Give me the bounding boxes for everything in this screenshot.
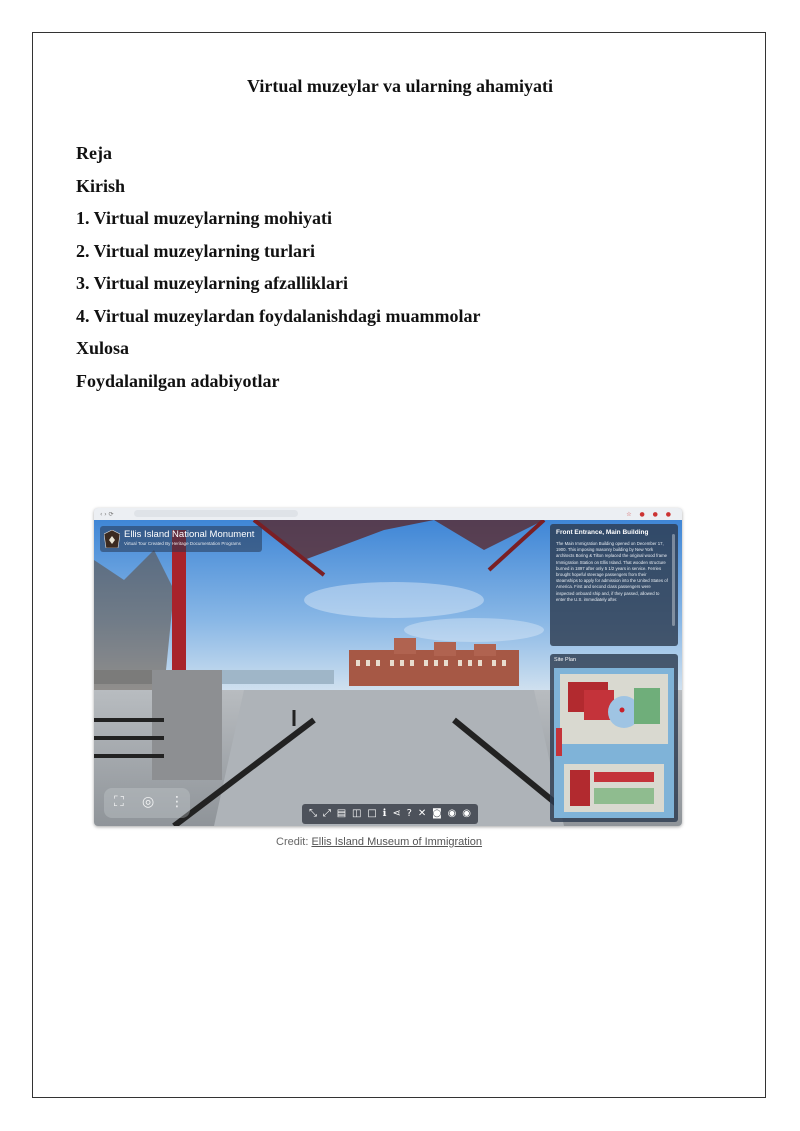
image-credit — [276, 836, 482, 848]
address-bar — [134, 510, 298, 517]
site-plan-label: Site Plan — [554, 657, 577, 663]
extension-icons: ☆ ● ● ● — [626, 511, 674, 518]
monument-name: Ellis Island National Monument — [124, 529, 255, 540]
info-icon[interactable]: ℹ — [382, 808, 387, 819]
view-mode-icon[interactable]: ◎ — [142, 794, 155, 810]
left-controls — [104, 788, 190, 818]
expand-icon[interactable]: ⤡ — [308, 808, 317, 819]
credit-prefix: Credit: — [276, 836, 312, 848]
layers-icon[interactable]: ▤ — [336, 808, 347, 819]
collapse-icon[interactable]: ⤢ — [322, 808, 331, 819]
monument-subtitle: Virtual Tour Created By Heritage Documentation Programs — [124, 541, 241, 546]
tour-toolbar — [302, 804, 478, 824]
share-icon[interactable]: ⋖ — [392, 808, 401, 819]
info-panel-title: Front Entrance, Main Building — [556, 529, 649, 536]
vr-icon[interactable]: ◉ — [447, 808, 457, 819]
toc-item-3: 3. Virtual muzeylarning afzalliklari — [76, 273, 348, 293]
document-title: Virtual muzeylar va ularning ahamiyati — [247, 76, 553, 96]
credit-link[interactable]: Ellis Island Museum of Immigration — [311, 836, 483, 848]
toc-item-conclusion: Xulosa — [76, 338, 130, 358]
toc-item-introduction: Kirish — [76, 175, 126, 196]
site-plan-panel[interactable] — [550, 654, 678, 822]
square-icon[interactable]: □ — [367, 808, 377, 819]
camera-icon[interactable]: ◙ — [432, 808, 442, 819]
fullscreen-icon[interactable]: ⛶ — [114, 794, 124, 810]
floorplan-icon[interactable]: ◫ — [352, 808, 362, 819]
help-icon[interactable]: ? — [406, 808, 412, 819]
toc-item-4: 4. Virtual muzeylardan foydalanishdagi muammolar — [76, 305, 481, 326]
toc-item-2: 2. Virtual muzeylarning turlari — [76, 240, 315, 261]
toc-item-plan: Reja — [76, 143, 112, 163]
close-icon[interactable]: ✕ — [417, 808, 427, 819]
browser-nav-icons: ‹ › ⟳ — [100, 511, 114, 518]
site-plan-map[interactable] — [554, 668, 674, 818]
more-options-icon[interactable]: ⋮ — [170, 794, 184, 810]
info-panel-scrollbar[interactable] — [672, 534, 675, 626]
info-panel[interactable] — [550, 524, 678, 646]
toc-item-references: Foydalanilgan adabiyotlar — [76, 370, 280, 391]
toc-item-1: 1. Virtual muzeylarning mohiyati — [76, 208, 332, 228]
monument-badge[interactable] — [100, 526, 262, 552]
arrowhead-logo-icon — [104, 530, 120, 548]
virtual-tour-screenshot — [94, 508, 682, 826]
info-panel-text: The Main Immigration Building opened on December 17, 1900. This imposing masonry building by New York architects Boring & Tilton replaced the original wood frame Immigration Station on Ellis Island. That wooden structure burned in 1897 after only 5 1/2 years in service. Ferries brought hopeful steerage passengers from their steamships to apply for admission into the United States of America. First and second class passengers were inspected onboard ship and, if they passed, allowed to enter the U.S. immediately after. — [556, 541, 668, 602]
table-of-contents — [76, 140, 481, 400]
autoplay-icon[interactable]: ◉ — [462, 808, 471, 819]
